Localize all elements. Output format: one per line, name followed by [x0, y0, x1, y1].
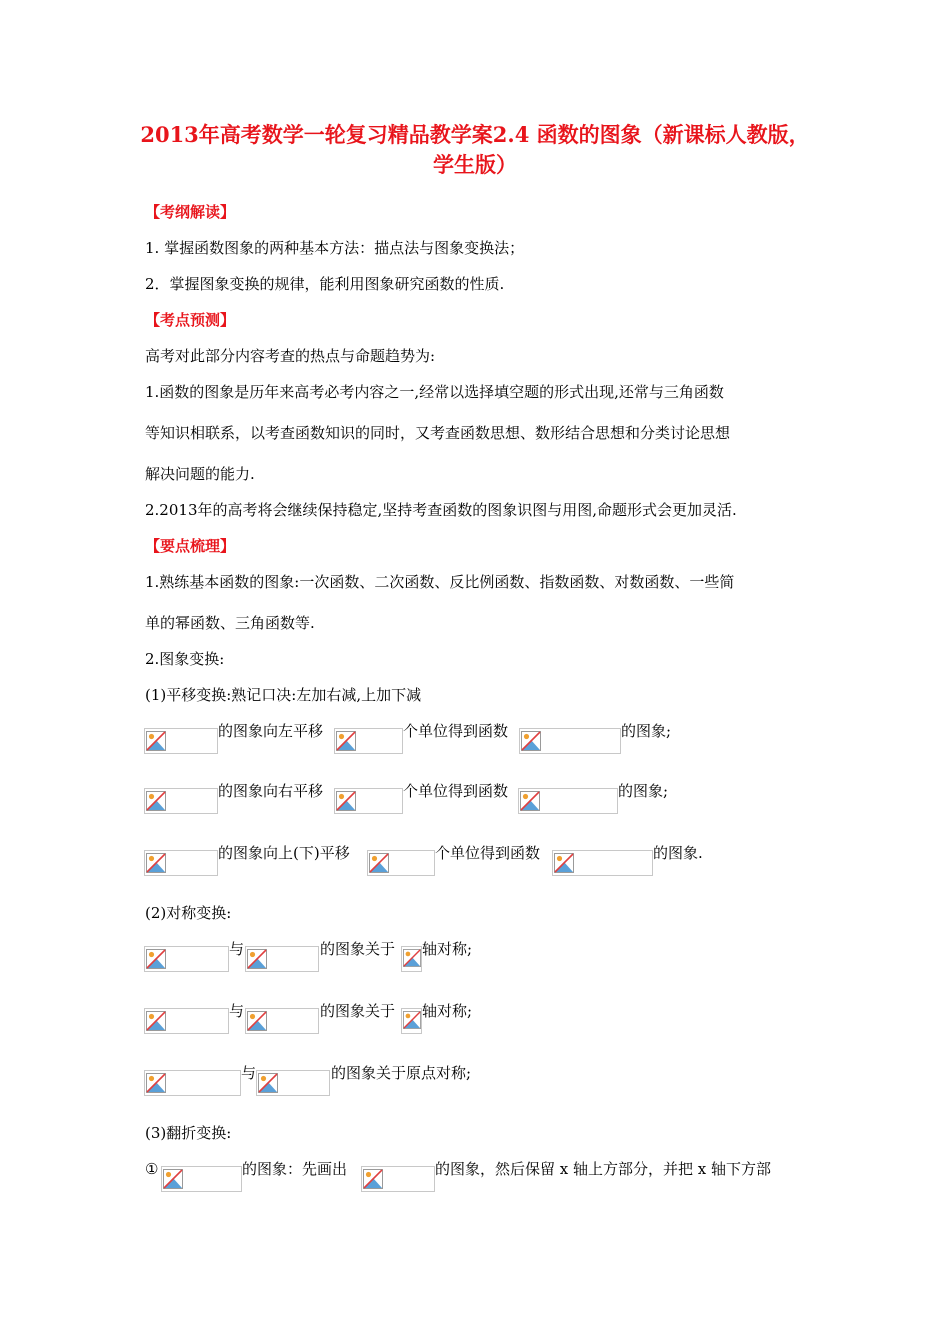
broken-image-icon [163, 1169, 183, 1189]
formula-image-placeholder [161, 1166, 242, 1192]
formula-image-placeholder [334, 728, 403, 754]
formula-image-placeholder [245, 1008, 319, 1034]
row-7-text-c: 的图象，然后保留 x 轴上方部分，并把 x 轴下方部 [435, 1160, 771, 1178]
translation-heading: (1)平移变换:熟记口决:左加右减,上加下减 [145, 686, 422, 704]
formula-image-placeholder [361, 1166, 435, 1192]
formula-image-placeholder [144, 788, 218, 814]
broken-image-icon [521, 731, 541, 751]
formula-image-placeholder [144, 946, 229, 972]
broken-image-icon [258, 1073, 278, 1093]
formula-image-placeholder [144, 728, 218, 754]
row-3-text-b: 个单位得到函数 [435, 844, 541, 862]
formula-image-placeholder [144, 850, 218, 876]
formula-image-placeholder [256, 1070, 330, 1096]
broken-image-icon [146, 853, 166, 873]
forecast-intro: 高考对此部分内容考查的热点与命题趋势为: [145, 347, 436, 365]
formula-image-placeholder [519, 728, 621, 754]
formula-image-placeholder [144, 1070, 241, 1096]
broken-image-icon [146, 949, 166, 969]
row-2-text-c: 的图象; [618, 782, 669, 800]
row-6-text-b: 的图象关于原点对称; [331, 1064, 472, 1082]
row-7-text-a: ① [145, 1160, 159, 1178]
broken-image-icon [247, 1011, 267, 1031]
row-7-text-b: 的图象：先画出 [242, 1160, 348, 1178]
document-title: 2013年高考数学一轮复习精品教学案2.4 函数的图象（新课标人教版，学生版） [140, 122, 810, 177]
forecast-item-1-line-2: 等知识相联系，以考查函数知识的同时，又考查函数思想、数形结合思想和分类讨论思想 [145, 424, 731, 442]
flip-heading: (3)翻折变换: [145, 1124, 232, 1142]
formula-image-placeholder [144, 1008, 229, 1034]
broken-image-icon [146, 1011, 166, 1031]
forecast-item-1-line-1: 1.函数的图象是历年来高考必考内容之一,经常以选择填空题的形式出现,还常与三角函数 [145, 383, 724, 401]
broken-image-icon [363, 1169, 383, 1189]
row-1-text-a: 的图象向左平移 [218, 722, 324, 740]
section-heading-key-points: 【要点梳理】 [145, 537, 236, 555]
row-2-text-a: 的图象向右平移 [218, 782, 324, 800]
symmetry-heading: (2)对称变换: [145, 904, 232, 922]
row-3-text-a: 的图象向上(下)平移 [218, 844, 350, 862]
broken-image-icon [554, 853, 574, 873]
key-point-2: 2.图象变换: [145, 650, 225, 668]
row-1-text-b: 个单位得到函数 [403, 722, 509, 740]
broken-image-icon [336, 791, 356, 811]
syllabus-item-2: 2．掌握图象变换的规律，能利用图象研究函数的性质. [145, 275, 505, 293]
row-5-text-c: 轴对称; [422, 1002, 473, 1020]
formula-image-placeholder [334, 788, 403, 814]
formula-image-placeholder [367, 850, 435, 876]
syllabus-item-1: 1. 掌握函数图象的两种基本方法：描点法与图象变换法； [145, 239, 525, 257]
section-heading-forecast: 【考点预测】 [145, 311, 236, 329]
section-heading-syllabus: 【考纲解读】 [145, 203, 236, 221]
row-5-text-b: 的图象关于 [320, 1002, 396, 1020]
row-5-text-a: 与 [229, 1002, 245, 1020]
broken-image-icon [336, 731, 356, 751]
forecast-item-1-line-3: 解决问题的能力. [145, 465, 255, 483]
formula-image-placeholder [552, 850, 653, 876]
broken-image-icon [369, 853, 389, 873]
row-4-text-a: 与 [229, 940, 245, 958]
row-6-text-a: 与 [241, 1064, 257, 1082]
broken-image-icon [146, 731, 166, 751]
broken-image-icon [403, 949, 421, 967]
row-4-text-b: 的图象关于 [320, 940, 396, 958]
row-1-text-c: 的图象; [621, 722, 672, 740]
row-4-text-c: 轴对称; [422, 940, 473, 958]
broken-image-icon [247, 949, 267, 969]
row-3-text-c: 的图象. [653, 844, 703, 862]
broken-image-icon [520, 791, 540, 811]
formula-image-placeholder [401, 946, 422, 972]
row-2-text-b: 个单位得到函数 [403, 782, 509, 800]
formula-image-placeholder [245, 946, 319, 972]
broken-image-icon [146, 791, 166, 811]
broken-image-icon [146, 1073, 166, 1093]
key-point-1-line-1: 1.熟练基本函数的图象:一次函数、二次函数、反比例函数、指数函数、对数函数、一些简 [145, 573, 735, 591]
formula-image-placeholder [401, 1008, 422, 1034]
forecast-item-2: 2.2013年的高考将会继续保持稳定,坚持考查函数的图象识图与用图,命题形式会更加灵活. [145, 501, 737, 519]
key-point-1-line-2: 单的幂函数、三角函数等. [145, 614, 315, 632]
formula-image-placeholder [518, 788, 618, 814]
broken-image-icon [403, 1011, 421, 1029]
